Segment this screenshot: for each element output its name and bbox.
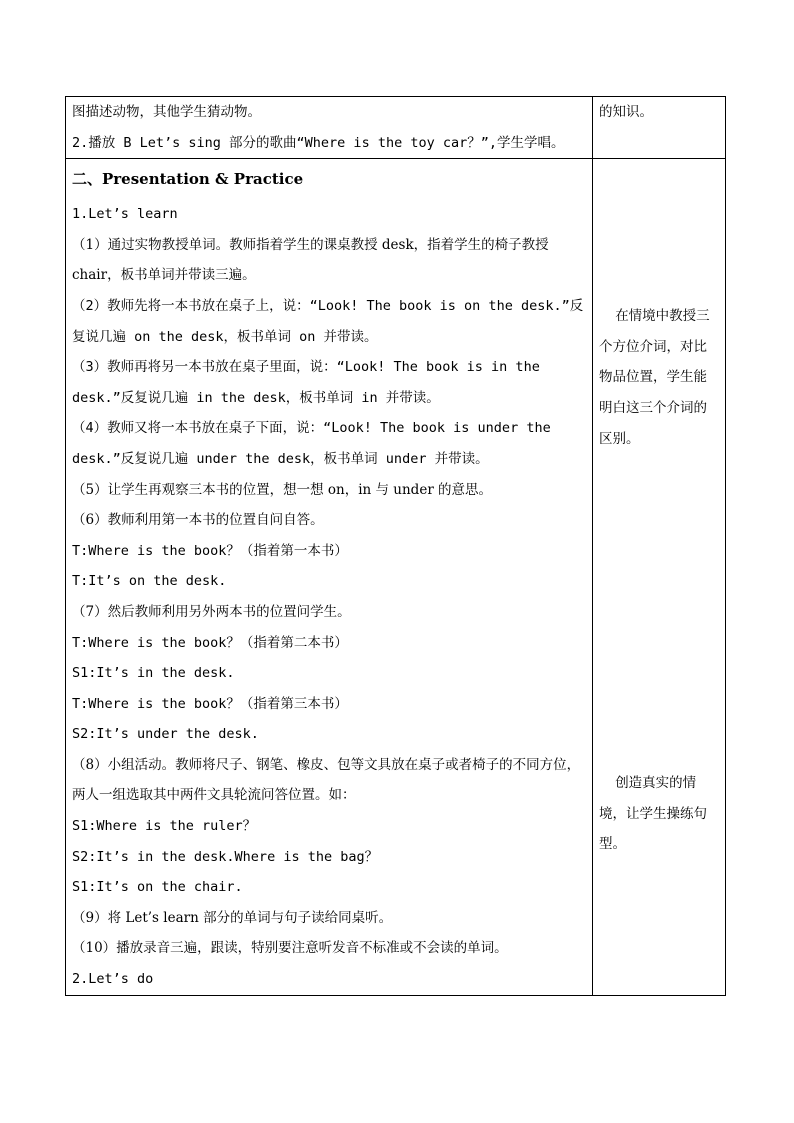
procedure-line: T:Where is the book？（指着第三本书） — [72, 695, 348, 712]
intent-cell — [593, 97, 726, 159]
lesson-plan-table — [65, 96, 726, 996]
procedure-line: 1.Let’s learn — [72, 206, 178, 223]
table-row — [66, 159, 726, 996]
procedure-cell — [66, 97, 593, 159]
procedure-line: （5）让学生再观察三本书的位置，想一想 on，in 与 under 的意思。 — [72, 481, 493, 498]
procedure-line: （9）将 Let’s learn 部分的单词与句子读给同桌听。 — [72, 909, 393, 926]
procedure-cell — [66, 159, 593, 996]
intent-text: 在情境中教授三个方位介词，对比物品位置，学生能明白这三个介词的区别。 — [599, 308, 710, 447]
procedure-line: S1:Where is the ruler？ — [72, 818, 257, 835]
spacer — [599, 159, 719, 301]
procedure-line: （1）通过实物教授单词。教师指着学生的课桌教授 desk，指着学生的椅子教授 chair，板书单词并带读三遍。 — [72, 236, 549, 284]
procedure-line: （2）教师先将一本书放在桌子上，说：“Look! The book is on the desk.”反复说几遍 on the desk，板书单词 on 并带读。 — [72, 297, 584, 345]
procedure-line: T:Where is the book？（指着第一本书） — [72, 542, 348, 559]
section-heading: 二、Presentation & Practice — [72, 170, 304, 189]
intent-text: 创造真实的情境，让学生操练句型。 — [599, 775, 707, 853]
table-row — [66, 97, 726, 159]
procedure-line: S1:It’s on the chair. — [72, 879, 243, 896]
procedure-line: （7）然后教师利用另外两本书的位置问学生。 — [72, 603, 351, 620]
spacer — [599, 454, 719, 768]
procedure-line: S2:It’s in the desk.Where is the bag？ — [72, 848, 379, 865]
procedure-line: T:Where is the book？（指着第二本书） — [72, 634, 348, 651]
procedure-line: （8）小组活动。教师将尺子、钢笔、橡皮、包等文具放在桌子或者椅子的不同方位，两人一组选取其中两件文具轮流问答位置。如： — [72, 756, 581, 804]
intent-text: 的知识。 — [599, 104, 653, 120]
procedure-line: 图描述动物，其他学生猜动物。 — [72, 104, 261, 120]
procedure-line: S2:It’s under the desk. — [72, 726, 259, 743]
intent-cell — [593, 159, 726, 996]
procedure-line: 2.Let’s do — [72, 971, 154, 988]
procedure-line: （4）教师又将一本书放在桌子下面，说：“Look! The book is under the desk.”反复说几遍 under the desk，板书单词 under 并带读。 — [72, 420, 551, 467]
procedure-line: S1:It’s in the desk. — [72, 665, 235, 682]
procedure-line: （10）播放录音三遍，跟读，特别要注意听发音不标准或不会读的单词。 — [72, 940, 508, 957]
procedure-line: （6）教师利用第一本书的位置自问自答。 — [72, 512, 324, 529]
procedure-line: 2.播放 B Let’s sing 部分的歌曲“Where is the toy car？”,学生学唱。 — [72, 134, 565, 151]
procedure-line: T:It’s on the desk. — [72, 573, 227, 590]
procedure-line: （3）教师再将另一本书放在桌子里面，说：“Look! The book is in the desk.”反复说几遍 in the desk，板书单词 in 并带读。 — [72, 359, 540, 406]
